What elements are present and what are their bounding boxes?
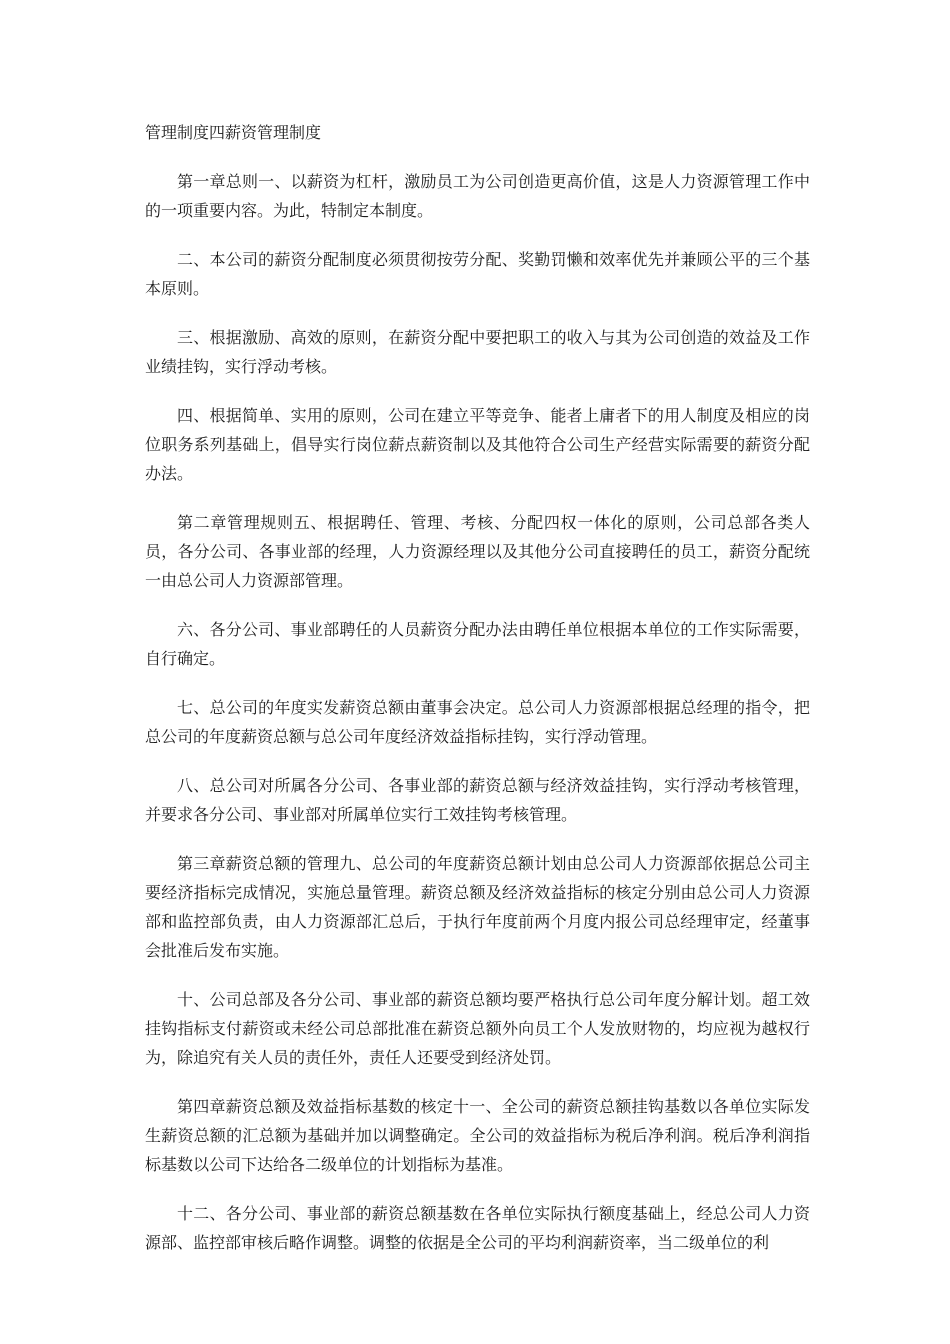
paragraph-4: 四、根据简单、实用的原则，公司在建立平等竞争、能者上庸者下的用人制度及相应的岗位职务系列基础上，倡导实行岗位薪点薪资制以及其他符合公司生产经营实际需要的薪资分配办法。	[145, 406, 810, 483]
paragraph-6: 六、各分公司、事业部聘任的人员薪资分配办法由聘任单位根据本单位的工作实际需要，自行确定。	[145, 620, 810, 668]
document-body	[145, 118, 810, 1277]
paragraph-3: 三、根据激励、高效的原则，在薪资分配中要把职工的收入与其为公司创造的效益及工作业绩挂钩，实行浮动考核。	[145, 328, 810, 376]
paragraph-10: 十、公司总部及各分公司、事业部的薪资总额均要严格执行总公司年度分解计划。超工效挂钩指标支付薪资或未经公司总部批准在薪资总额外向员工个人发放财物的，均应视为越权行为，除追究有关人员的责任外，责任人还要受到经济处罚。	[145, 990, 810, 1067]
paragraph-9: 第三章薪资总额的管理九、总公司的年度薪资总额计划由总公司人力资源部依据总公司主要经济指标完成情况，实施总量管理。薪资总额及经济效益指标的核定分别由总公司人力资源部和监控部负责，由人力资源部汇总后，于执行年度前两个月度内报公司总经理审定，经董事会批准后发布实施。	[145, 854, 810, 960]
paragraph-2: 二、本公司的薪资分配制度必须贯彻按劳分配、奖勤罚懒和效率优先并兼顾公平的三个基本原则。	[145, 250, 810, 298]
paragraph-7: 七、总公司的年度实发薪资总额由董事会决定。总公司人力资源部根据总经理的指令，把总公司的年度薪资总额与总公司年度经济效益指标挂钩，实行浮动管理。	[145, 698, 810, 746]
paragraph-1: 第一章总则一、以薪资为杠杆，激励员工为公司创造更高价值，这是人力资源管理工作中的一项重要内容。为此，特制定本制度。	[145, 172, 810, 220]
paragraph-12: 十二、各分公司、事业部的薪资总额基数在各单位实际执行额度基础上，经总公司人力资源部、监控部审核后略作调整。调整的依据是全公司的平均利润薪资率，当二级单位的利	[145, 1204, 810, 1252]
paragraph-8: 八、总公司对所属各分公司、各事业部的薪资总额与经济效益挂钩，实行浮动考核管理，并要求各分公司、事业部对所属单位实行工效挂钩考核管理。	[145, 776, 810, 824]
paragraph-11: 第四章薪资总额及效益指标基数的核定十一、全公司的薪资总额挂钩基数以各单位实际发生薪资总额的汇总额为基础并加以调整确定。全公司的效益指标为税后净利润。税后净利润指标基数以公司下达给各二级单位的计划指标为基准。	[145, 1097, 810, 1174]
document-title: 管理制度四薪资管理制度	[145, 123, 322, 142]
paragraph-5: 第二章管理规则五、根据聘任、管理、考核、分配四权一体化的原则，公司总部各类人员，各分公司、各事业部的经理，人力资源经理以及其他分公司直接聘任的员工，薪资分配统一由总公司人力资源部管理。	[145, 513, 810, 590]
